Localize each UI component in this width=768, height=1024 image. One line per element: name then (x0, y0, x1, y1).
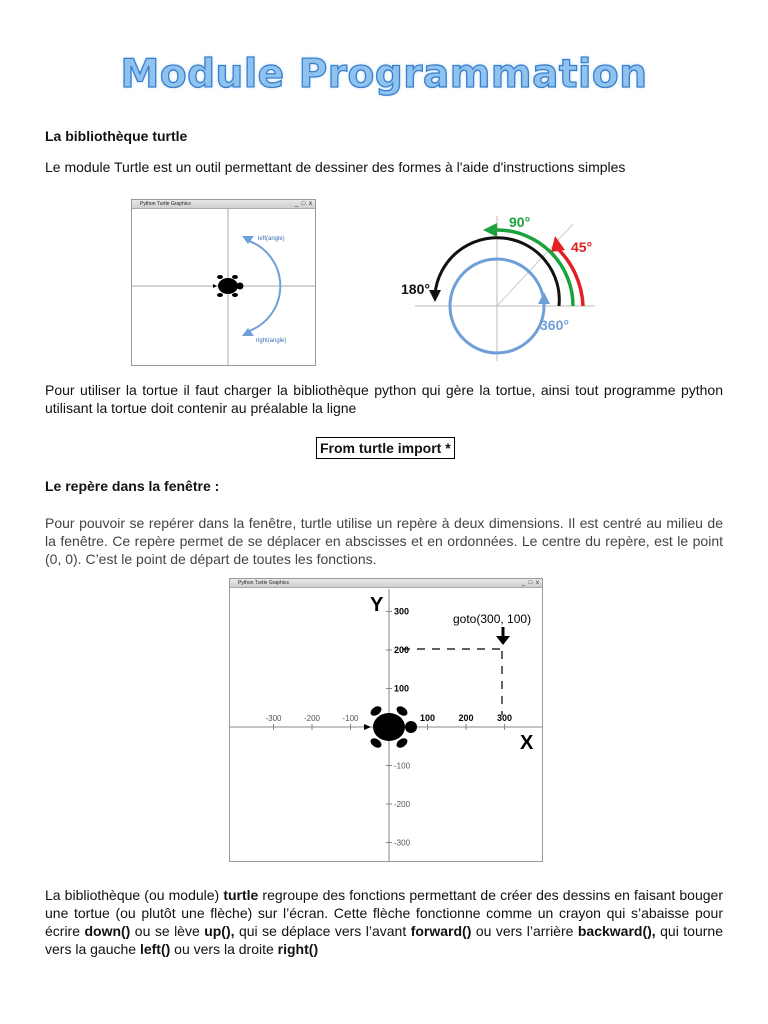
text-run: ou vers l’arrière (471, 923, 578, 939)
text-run: qui se déplace vers l’avant (234, 923, 411, 939)
coordinate-window-figure (229, 578, 543, 862)
black-arrow-head-icon (429, 290, 441, 302)
y-tick-label: 300 (394, 606, 410, 617)
keyword-left: left() (139, 941, 171, 957)
functions-paragraph (45, 886, 723, 958)
text-run: ou vers la droite (170, 941, 278, 957)
turtle-window-figure (131, 199, 316, 366)
red-arrow-head-icon (551, 236, 565, 252)
x-tick-label: 200 (458, 713, 474, 723)
window-title: Python Turtle Graphics (238, 580, 289, 586)
text-run: La bibliothèque (ou module) (45, 887, 224, 903)
import-code-box: From turtle import * (316, 437, 455, 459)
green-arrow-head-icon (483, 223, 497, 237)
y-tick-label: -300 (394, 838, 411, 848)
label-90: 90° (509, 214, 531, 230)
blue-arrow-head-icon (538, 292, 550, 304)
left-angle-label: left(angle) (258, 236, 285, 242)
coordinate-system (230, 579, 542, 861)
text-run: regroupe des fonctions permettant de créer des dessins en faisant bouger une tortue (ou plutôt une flèche) sur l’écran. Cette flèche fonctionne comme un crayon qui s’abaisse pour écrire (45, 887, 723, 939)
x-axis-label: X (520, 732, 534, 754)
x-tick-label: -100 (342, 714, 359, 723)
window-controls: _ □ x (294, 201, 313, 207)
right-angle-label: right(angle) (256, 338, 287, 344)
green-90-arc (497, 230, 573, 306)
x-tick-label: 100 (419, 713, 436, 723)
keyword-turtle: turtle (223, 887, 259, 903)
y-axis-label: Y (370, 594, 384, 616)
y-tick-label: -100 (394, 761, 411, 771)
text-run: ou se lève (130, 923, 205, 939)
label-360: 360° (540, 317, 569, 333)
x-tick-label: -200 (303, 714, 321, 723)
keyword-down: down() (84, 923, 131, 939)
x-tick-label: -300 (265, 714, 282, 723)
label-45: 45° (571, 239, 593, 255)
y-tick-label: -200 (394, 800, 411, 809)
text-run: qui tourne vers la gauche (45, 923, 723, 957)
intro-paragraph: Le module Turtle est un outil permettant de dessiner des formes à l'aide d'instructions simples (45, 159, 626, 175)
x-tick-label: 300 (496, 713, 513, 723)
label-180: 180° (401, 281, 430, 297)
goto-arrow-head-icon (496, 636, 510, 645)
keyword-backward: backward(), (577, 923, 656, 939)
section-heading-repere: Le repère dans la fenêtre : (45, 478, 220, 494)
y-tick-label: 200 (394, 645, 410, 655)
window-title: Python Turtle Graphics (140, 201, 191, 207)
keyword-up: up(), (204, 923, 235, 939)
page-title: Module Programmation (120, 52, 648, 97)
keyword-right: right() (277, 941, 319, 957)
load-library-paragraph: Pour utiliser la tortue il faut charger la bibliothèque python qui gère la tortue, ainsi tout programme python utilisant la tortue doit contenir au préalable la ligne (45, 382, 723, 416)
angle-diagram (395, 206, 615, 366)
window-controls: _ □ x (521, 580, 540, 586)
goto-label: goto(300, 100) (453, 612, 532, 626)
y-tick-label: 100 (394, 683, 410, 694)
repere-paragraph: Pour pouvoir se repérer dans la fenêtre, turtle utilise un repère à deux dimensions. Il est centré au milieu de la fenêtre. Ce repère permet de se déplacer en abscisses et en ordonnées. Le centre du repère, est le point (0, 0). C’est le point de départ de toutes les fonctions. (45, 515, 723, 567)
turtle-rotation-diagram (132, 200, 315, 365)
section-heading-turtle: La bibliothèque turtle (45, 128, 188, 144)
keyword-forward: forward() (410, 923, 472, 939)
